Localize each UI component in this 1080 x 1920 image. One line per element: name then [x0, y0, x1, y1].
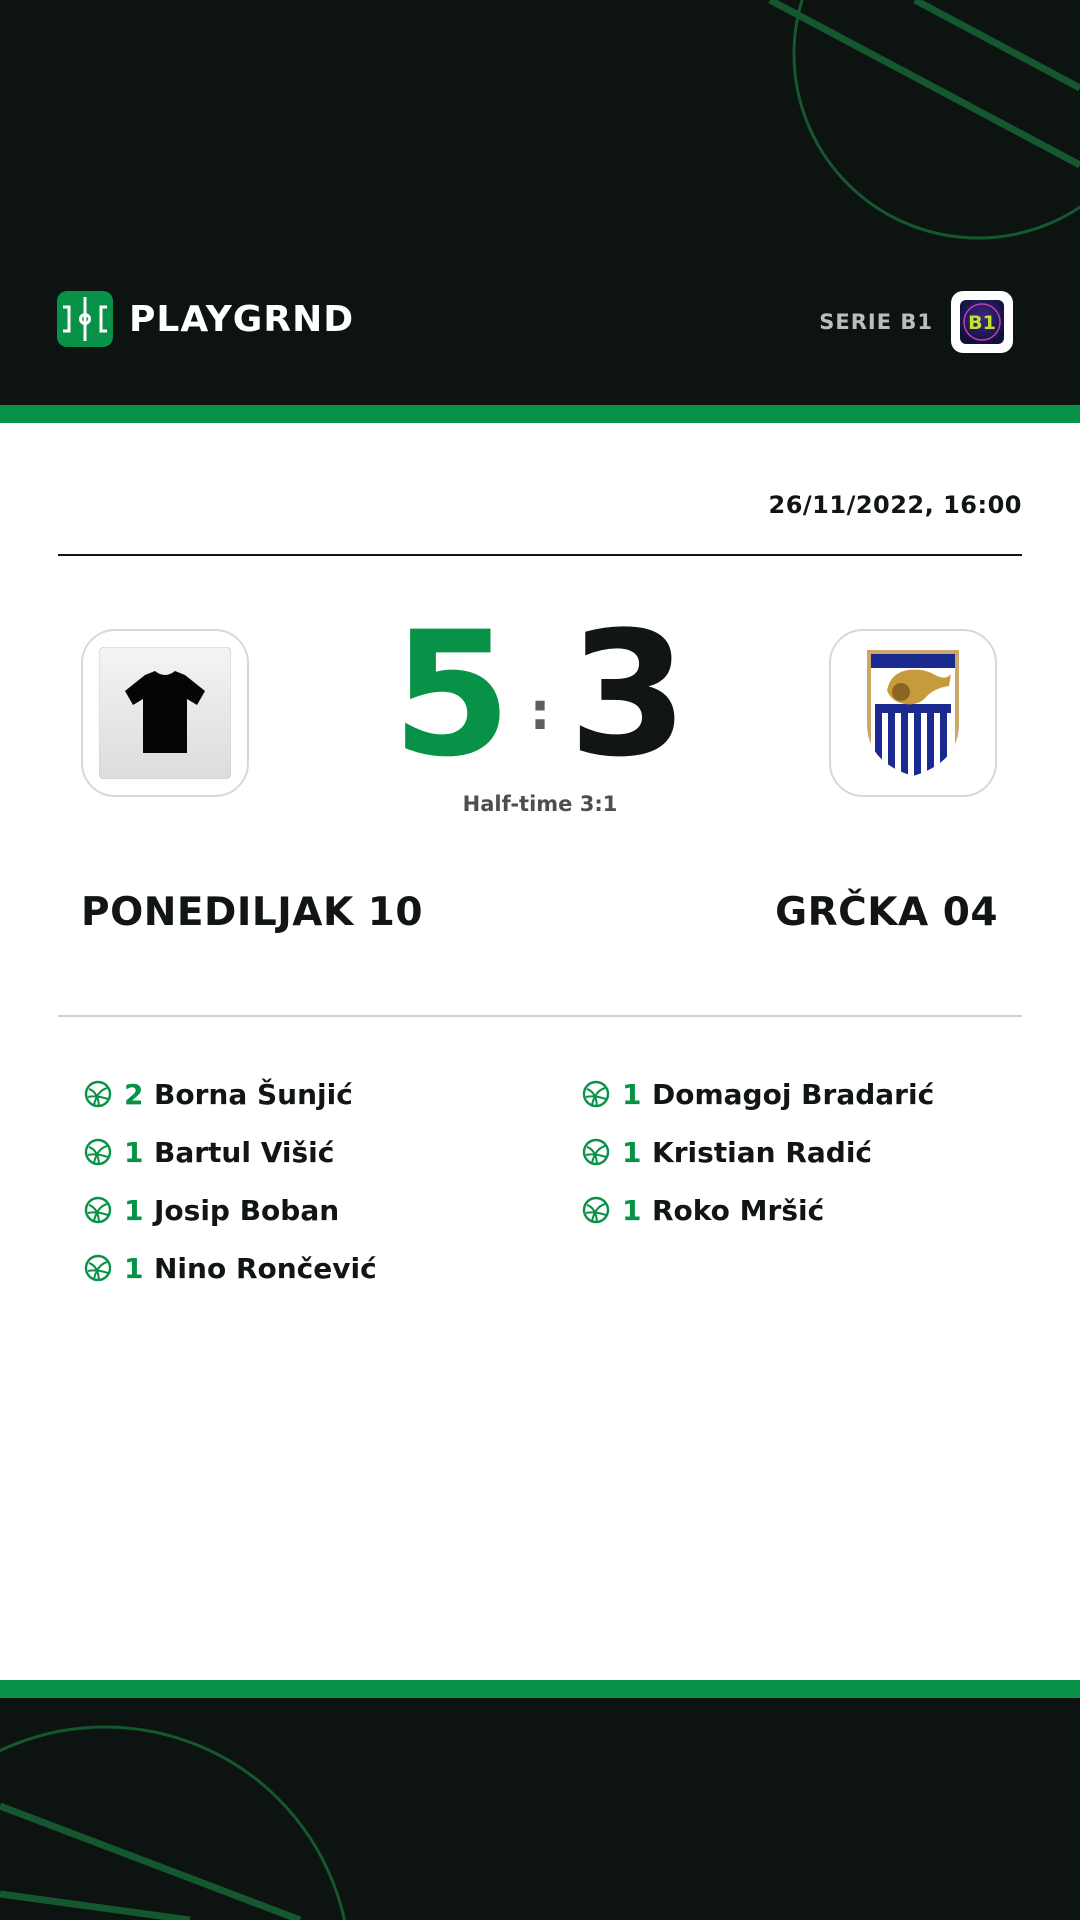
pitch-icon: [57, 291, 113, 347]
goal-count: 1: [622, 1077, 642, 1111]
scorer-item: [582, 1181, 934, 1239]
goal-count: 1: [622, 1135, 642, 1169]
goal-count: 1: [124, 1135, 144, 1169]
scorer-name: Kristian Radić: [652, 1135, 873, 1169]
scorer-name: Josip Boban: [154, 1193, 340, 1227]
halftime-score: Half-time 3:1: [462, 792, 618, 816]
soccer-ball-icon: [84, 1196, 112, 1224]
away-score: 3: [568, 594, 689, 795]
soccer-ball-icon: [84, 1138, 112, 1166]
scorer-name: Roko Mršić: [652, 1193, 825, 1227]
divider: [58, 1015, 1022, 1017]
soccer-ball-icon: [582, 1080, 610, 1108]
scorer-item: [84, 1123, 377, 1181]
header: [0, 0, 1080, 405]
soccer-ball-icon: [84, 1254, 112, 1282]
home-team-crest: [81, 629, 249, 797]
league: [819, 291, 1013, 353]
soccer-ball-icon: [84, 1080, 112, 1108]
scorer-item: [84, 1239, 377, 1297]
brand-name: PLAYGRND: [129, 298, 355, 340]
brand: [57, 291, 354, 347]
match-datetime: 26/11/2022, 16:00: [768, 491, 1022, 519]
scorer-item: [582, 1065, 934, 1123]
svg-text:B1: B1: [968, 312, 996, 334]
home-score: 5: [391, 594, 512, 795]
away-team-crest: [829, 629, 997, 797]
scorer-name: Domagoj Bradarić: [652, 1077, 935, 1111]
league-name: SERIE B1: [819, 310, 933, 334]
header-accent-stripe: [0, 405, 1080, 423]
divider: [58, 554, 1022, 556]
scorer-name: Borna Šunjić: [154, 1077, 353, 1111]
goal-count: 1: [622, 1193, 642, 1227]
scorer-name: Nino Rončević: [154, 1251, 377, 1285]
scorer-item: [582, 1123, 934, 1181]
away-team-name: GRČKA 04: [775, 890, 998, 935]
b1-league-badge: [958, 298, 1006, 346]
black-jersey-icon: [99, 647, 231, 779]
goal-count: 1: [124, 1193, 144, 1227]
home-team-name: PONEDILJAK 10: [81, 890, 424, 935]
scorer-name: Bartul Višić: [154, 1135, 335, 1169]
footer-accent-stripe: [0, 1680, 1080, 1698]
league-badge: [951, 291, 1013, 353]
home-scorers-list: [84, 1065, 377, 1297]
grcka-04-shield-crest: [861, 646, 965, 780]
goal-count: 1: [124, 1251, 144, 1285]
score-separator: :: [529, 682, 551, 742]
soccer-ball-icon: [582, 1138, 610, 1166]
scorer-item: [84, 1065, 377, 1123]
soccer-ball-icon: [582, 1196, 610, 1224]
footer: [0, 1698, 1080, 1920]
footer-pitch-decoration: [0, 1698, 1080, 1920]
scorer-item: [84, 1181, 377, 1239]
scoreboard: [340, 594, 740, 795]
goal-count: 2: [124, 1077, 144, 1111]
away-scorers-list: [582, 1065, 934, 1239]
